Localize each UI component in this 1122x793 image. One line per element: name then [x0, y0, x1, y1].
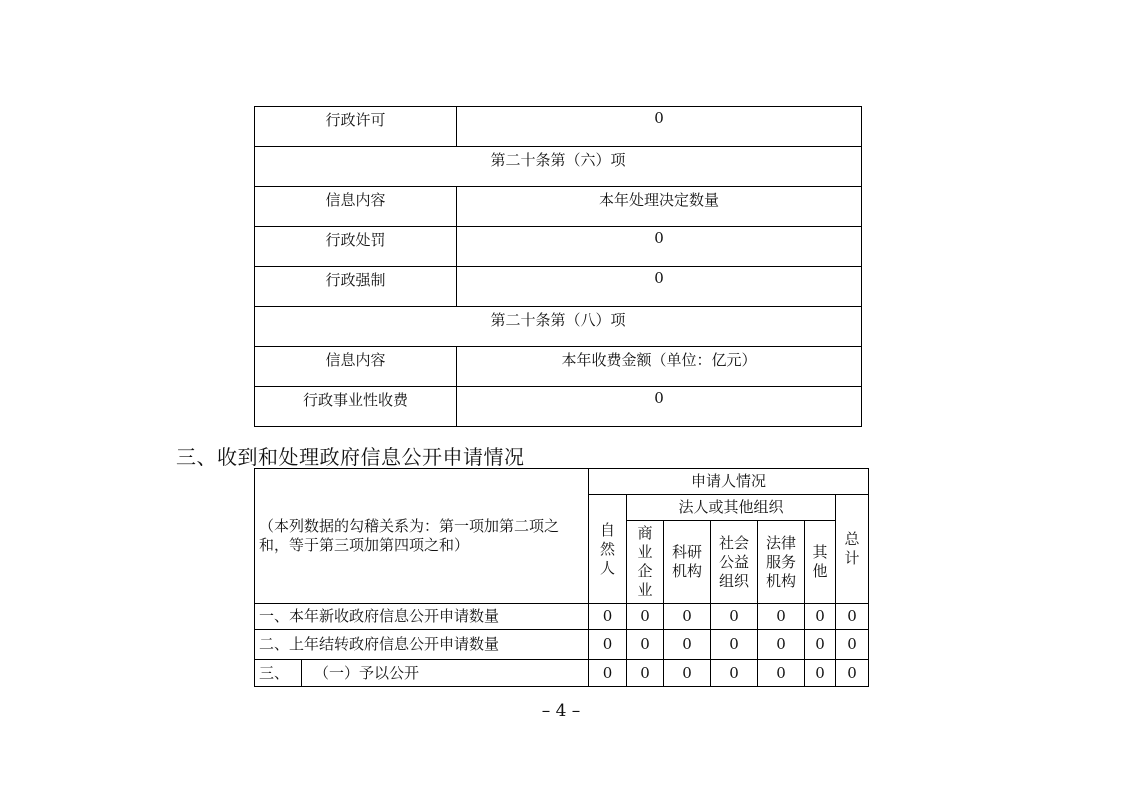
cell-value: 0 — [836, 630, 869, 660]
row-group-label: 三、 — [255, 660, 302, 687]
row-label: 行政事业性收费 — [255, 387, 457, 427]
sub-col-header: 社会公益组织 — [711, 521, 758, 604]
row-value: 本年收费金额（单位：亿元） — [457, 347, 862, 387]
cell-value: 0 — [589, 660, 627, 687]
section-heading: 三、收到和处理政府信息公开申请情况 — [176, 445, 525, 469]
cell-value: 0 — [627, 660, 664, 687]
table-row — [255, 347, 862, 387]
cell-value: 0 — [711, 660, 758, 687]
header-row — [255, 469, 869, 495]
row-value: 0 — [457, 107, 862, 147]
section-title: 第二十条第（八）项 — [255, 307, 862, 347]
cell-value: 0 — [711, 630, 758, 660]
cell-value: 0 — [711, 604, 758, 630]
table-row — [255, 107, 862, 147]
sub-col-header: 法律服务机构 — [758, 521, 805, 604]
application-stats-table — [254, 468, 869, 687]
row-label: 信息内容 — [255, 347, 457, 387]
cell-value: 0 — [836, 604, 869, 630]
cell-value: 0 — [805, 660, 836, 687]
table-row — [255, 660, 869, 687]
row-value: 本年处理决定数量 — [457, 187, 862, 227]
table-row — [255, 630, 869, 660]
sub-col-header: 其他 — [805, 521, 836, 604]
table-row — [255, 187, 862, 227]
cell-value: 0 — [664, 604, 711, 630]
row-label: 一、本年新收政府信息公开申请数量 — [255, 604, 589, 630]
row-label: 行政许可 — [255, 107, 457, 147]
cell-value: 0 — [758, 630, 805, 660]
sub-col-header: 科研机构 — [664, 521, 711, 604]
sub-col-header: 商业企业 — [627, 521, 664, 604]
cell-value: 0 — [627, 604, 664, 630]
cell-value: 0 — [664, 630, 711, 660]
row-label: （一）予以公开 — [302, 660, 589, 687]
row-label: 行政处罚 — [255, 227, 457, 267]
cell-value: 0 — [805, 630, 836, 660]
table-row — [255, 387, 862, 427]
table-row — [255, 267, 862, 307]
table-row — [255, 147, 862, 187]
cell-value: 0 — [758, 604, 805, 630]
relation-description: （本列数据的勾稽关系为：第一项加第二项之和，等于第三项加第四项之和） — [255, 469, 589, 604]
cell-value: 0 — [836, 660, 869, 687]
cell-value: 0 — [627, 630, 664, 660]
cell-value: 0 — [589, 630, 627, 660]
cell-value: 0 — [589, 604, 627, 630]
row-value: 0 — [457, 267, 862, 307]
row-label: 行政强制 — [255, 267, 457, 307]
row-value: 0 — [457, 227, 862, 267]
row-label: 二、上年结转政府信息公开申请数量 — [255, 630, 589, 660]
natural-person-header: 自然人 — [589, 495, 627, 604]
info-statistics-table — [254, 106, 862, 427]
cell-value: 0 — [805, 604, 836, 630]
row-value: 0 — [457, 387, 862, 427]
cell-value: 0 — [758, 660, 805, 687]
applicant-header: 申请人情况 — [589, 469, 869, 495]
cell-value: 0 — [664, 660, 711, 687]
row-label: 信息内容 — [255, 187, 457, 227]
table-row — [255, 227, 862, 267]
total-header: 总计 — [836, 495, 869, 604]
table-row — [255, 604, 869, 630]
table-row — [255, 307, 862, 347]
legal-group-header: 法人或其他组织 — [627, 495, 836, 521]
page-number: – 4 – — [541, 701, 581, 721]
section-title: 第二十条第（六）项 — [255, 147, 862, 187]
